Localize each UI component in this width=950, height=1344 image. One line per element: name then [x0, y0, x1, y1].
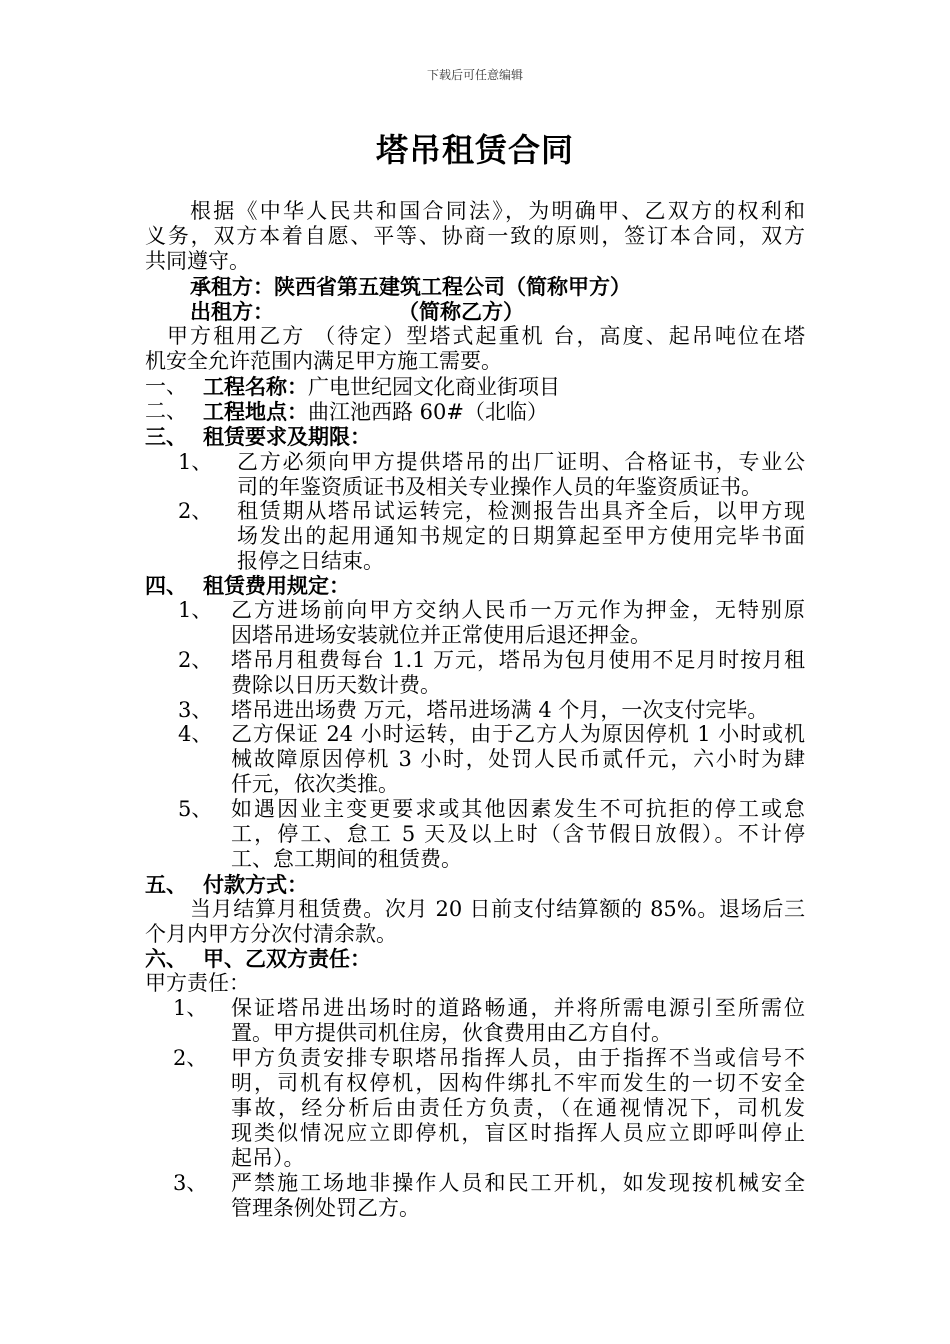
section-4-item-2-line-1: 塔吊月租费每台 1.1 万元，塔吊为包月使用不足月时按月租 [231, 648, 805, 672]
section-4-item-4-line-2: 械故障原因停机 3 小时，处罚人民币贰仟元，六小时为肆 [231, 747, 805, 771]
section-6-item-2-line-1: 甲方负责安排专职塔吊指挥人员，由于指挥不当或信号不 [231, 1046, 805, 1070]
section-1-label: 工程名称： [203, 374, 308, 399]
section-1-number: 一、 [145, 374, 187, 398]
section-6-item-2-line-2: 明，司机有权停机，因构件绑扎不牢而发生的一切不安全 [231, 1071, 805, 1095]
section-5-line-2: 个月内甲方分次付清余款。 [145, 922, 397, 946]
section-6-item-1-line-1: 保证塔吊进出场时的道路畅通，并将所需电源引至所需位 [231, 996, 805, 1020]
section-4-item-5-line-2: 工，停工、怠工 5 天及以上时（含节假日放假）。不计停 [231, 822, 805, 846]
section-3-item-2-line-3: 报停之日结束。 [237, 549, 384, 573]
intro-line-3: 共同遵守。 [145, 249, 250, 273]
intro-line-1: 根据《中华人民共和国合同法》，为明确甲、乙双方的权利和 [190, 199, 805, 223]
section-3-item-2-line-2: 场发出的起用通知书规定的日期算起至甲方使用完毕书面 [237, 524, 805, 548]
section-4-item-3-line-1: 塔吊进出场费 万元，塔吊进场满 4 个月，一次支付完毕。 [231, 698, 769, 722]
section-6-subheading: 甲方责任： [145, 971, 250, 995]
section-5-number: 五、 [145, 872, 187, 897]
section-4-item-5-line-3: 工、怠工期间的租赁费。 [231, 847, 462, 871]
section-6-item-3-line-2: 管理条例处罚乙方。 [231, 1196, 420, 1220]
section-1-value: 广电世纪园文化商业街项目 [308, 375, 560, 399]
rental-desc-line-1: 甲方租用乙方 （待定）型塔式起重机 台，高度、起吊吨位在塔 [167, 324, 805, 348]
page-title: 塔吊租赁合同 [375, 131, 574, 169]
section-4-item-1-line-1: 乙方进场前向甲方交纳人民币一万元作为押金，无特别原 [231, 598, 805, 622]
header-note: 下载后可任意编辑 [426, 68, 523, 82]
section-4-item-4-line-1: 乙方保证 24 小时运转，由于乙方人为原因停机 1 小时或机 [231, 722, 805, 746]
intro-line-2: 义务，双方本着自愿、平等、协商一致的原则，签订本合同，双方 [145, 224, 805, 248]
lessor-label: 出租方： [190, 299, 274, 324]
section-4-item-1-number: 1、 [178, 598, 213, 622]
section-4-item-3-number: 3、 [178, 698, 213, 722]
section-4-number: 四、 [145, 573, 187, 598]
section-6-item-2-line-3: 事故，经分析后由责任方负责，（在通视情况下，司机发 [231, 1096, 805, 1120]
section-6-item-3-line-1: 严禁施工场地非操作人员和民工开机，如发现按机械安全 [231, 1171, 805, 1195]
section-6-item-2-line-5: 起吊）。 [231, 1146, 305, 1170]
section-4-item-5-line-1: 如遇因业主变更要求或其他因素发生不可抗拒的停工或怠 [231, 797, 805, 821]
section-3-item-1-number: 1、 [178, 450, 213, 474]
section-3-item-1-line-1: 乙方必须向甲方提供塔吊的出厂证明、合格证书，专业公 [237, 450, 805, 474]
section-6-item-3-number: 3、 [173, 1171, 208, 1195]
section-2-value: 曲江池西路 60#（北临） [308, 400, 548, 424]
section-5-line-1: 当月结算月租赁费。次月 20 日前支付结算额的 85%。退场后三 [190, 897, 805, 921]
section-4-item-1-line-2: 因塔吊进场安装就位并正常使用后退还押金。 [231, 623, 651, 647]
section-6-item-2-line-4: 现类似情况应立即停机，盲区时指挥人员应立即呼叫停止 [231, 1121, 805, 1145]
section-3-item-2-line-1: 租赁期从塔吊试运转完，检测报告出具齐全后，以甲方现 [237, 499, 805, 523]
section-2-content [203, 399, 548, 425]
rental-desc-line-2: 机安全允许范围内满足甲方施工需要。 [145, 349, 502, 373]
section-4-item-5-number: 5、 [178, 797, 213, 821]
section-5-heading: 付款方式： [203, 872, 308, 897]
section-3-item-1-line-2: 司的年鉴资质证书及相关专业操作人员的年鉴资质证书。 [237, 475, 762, 499]
section-6-item-1-line-2: 置。甲方提供司机住房，伙食费用由乙方自付。 [231, 1021, 672, 1045]
section-6-heading: 甲、乙双方责任： [203, 946, 371, 971]
section-4-item-4-line-3: 仟元，依次类推。 [231, 772, 399, 796]
section-4-heading: 租赁费用规定： [203, 573, 350, 598]
section-3-item-2-number: 2、 [178, 499, 213, 523]
section-4-item-2-number: 2、 [178, 648, 213, 672]
lessor-suffix: （简称乙方） [398, 299, 524, 324]
section-1-content [203, 374, 560, 400]
section-6-number: 六、 [145, 946, 187, 971]
section-4-item-2-line-2: 费除以日历天数计费。 [231, 673, 441, 697]
section-4-item-4-number: 4、 [178, 722, 213, 746]
lessee-party: 承租方：陕西省第五建筑工程公司（简称甲方） [190, 274, 631, 299]
section-2-number: 二、 [145, 399, 187, 423]
section-6-item-2-number: 2、 [173, 1046, 208, 1070]
section-6-item-1-number: 1、 [173, 996, 208, 1020]
section-2-label: 工程地点： [203, 399, 308, 424]
section-3-number: 三、 [145, 424, 187, 449]
section-3-heading: 租赁要求及期限： [203, 424, 371, 449]
